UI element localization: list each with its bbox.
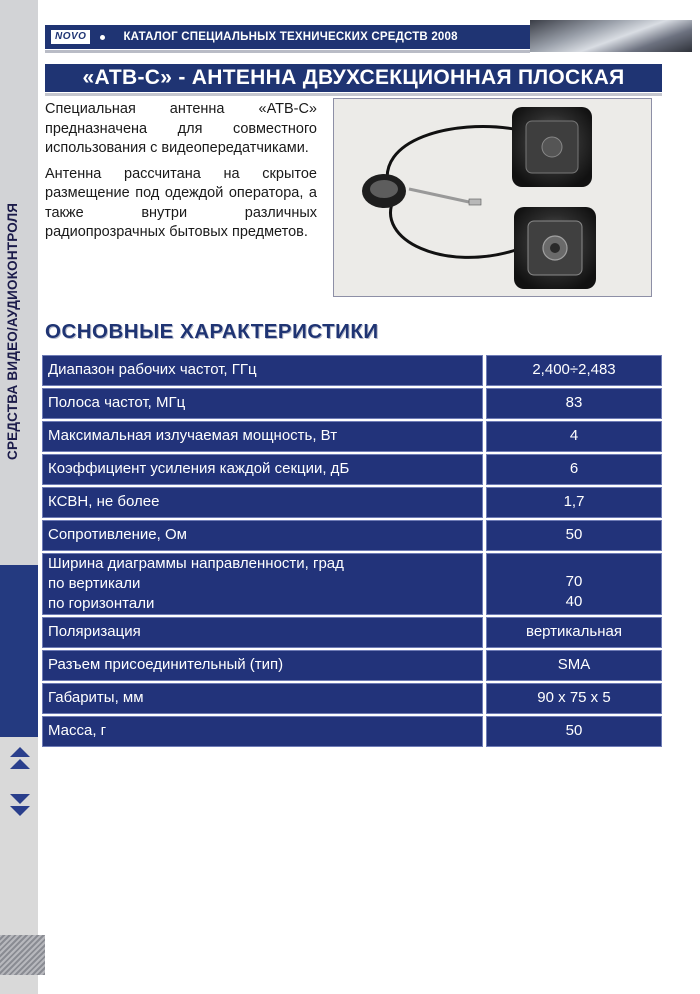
beam-horizontal-item xyxy=(48,594,477,614)
bullet-icon xyxy=(100,35,105,40)
product-description xyxy=(45,100,317,249)
table-row xyxy=(42,617,664,648)
table-row xyxy=(42,355,664,386)
spec-param: Максимальная излучаемая мощность, Вт xyxy=(42,421,483,452)
beam-vertical-value: 70 xyxy=(565,573,583,590)
spec-param: Разъем присоединительный (тип) xyxy=(42,650,483,681)
table-row xyxy=(42,716,664,747)
novo-logo: NOVO xyxy=(51,30,90,44)
spec-param: Поляризация xyxy=(42,617,483,648)
table-row xyxy=(42,683,664,714)
table-row xyxy=(42,388,664,419)
spec-param xyxy=(42,553,483,615)
spec-value: 6 xyxy=(486,454,662,485)
specs-heading: ОСНОВНЫЕ ХАРАКТЕРИСТИКИ xyxy=(45,320,379,343)
sidebar-section-title: СРЕДСТВА ВИДЕО/АУДИОКОНТРОЛЯ xyxy=(5,202,20,460)
spec-value: 1,7 xyxy=(486,487,662,518)
double-chevron-up-icon[interactable] xyxy=(9,745,31,775)
spec-value: 83 xyxy=(486,388,662,419)
catalog-title: КАТАЛОГ СПЕЦИАЛЬНЫХ ТЕХНИЧЕСКИХ СРЕДСТВ 2008 xyxy=(123,31,458,43)
specs-table xyxy=(42,355,664,749)
spec-param: Полоса частот, МГц xyxy=(42,388,483,419)
sidebar xyxy=(0,0,38,994)
table-row xyxy=(42,487,664,518)
header-decoration xyxy=(530,20,692,52)
spec-param: Диапазон рабочих частот, ГГц xyxy=(42,355,483,386)
sidebar-corner-decoration xyxy=(0,935,45,975)
spec-value: вертикальная xyxy=(486,617,662,648)
table-row xyxy=(42,650,664,681)
spec-param: Сопротивление, Ом xyxy=(42,520,483,551)
spec-value xyxy=(486,553,662,615)
spec-value: 50 xyxy=(486,716,662,747)
product-photo xyxy=(333,98,652,297)
beam-horizontal-label: по горизонтали xyxy=(48,595,155,612)
beam-horizontal-value: 40 xyxy=(565,593,583,610)
spec-param: Масса, г xyxy=(42,716,483,747)
spec-param: Габариты, мм xyxy=(42,683,483,714)
spec-value: 50 xyxy=(486,520,662,551)
table-row xyxy=(42,454,664,485)
description-paragraph: Антенна рассчитана на скрытое размещение под одеждой оператора, а также внутри различных радиопрозрачных бытовых предметов. xyxy=(45,165,317,240)
sidebar-accent-panel xyxy=(0,565,38,737)
spec-value: 4 xyxy=(486,421,662,452)
table-row xyxy=(42,553,664,615)
beam-vertical-label: по вертикали xyxy=(48,575,141,592)
spec-value: SMA xyxy=(486,650,662,681)
spec-value: 2,400÷2,483 xyxy=(486,355,662,386)
spec-value: 90 х 75 х 5 xyxy=(486,683,662,714)
product-title: «АТВ-С» - АНТЕННА ДВУХСЕКЦИОННАЯ ПЛОСКАЯ xyxy=(45,64,662,92)
beam-vertical-item xyxy=(48,574,477,594)
beam-width-label: Ширина диаграммы направленности, град xyxy=(48,555,344,572)
double-chevron-down-icon[interactable] xyxy=(9,790,31,820)
catalog-header xyxy=(45,25,530,49)
spec-param: КСВН, не более xyxy=(42,487,483,518)
description-paragraph: Специальная антенна «АТВ-С» предназначена для совместного использования с видеопередатчиками. xyxy=(45,101,317,156)
table-row xyxy=(42,520,664,551)
table-row xyxy=(42,421,664,452)
spec-param: Коэффициент усиления каждой секции, дБ xyxy=(42,454,483,485)
